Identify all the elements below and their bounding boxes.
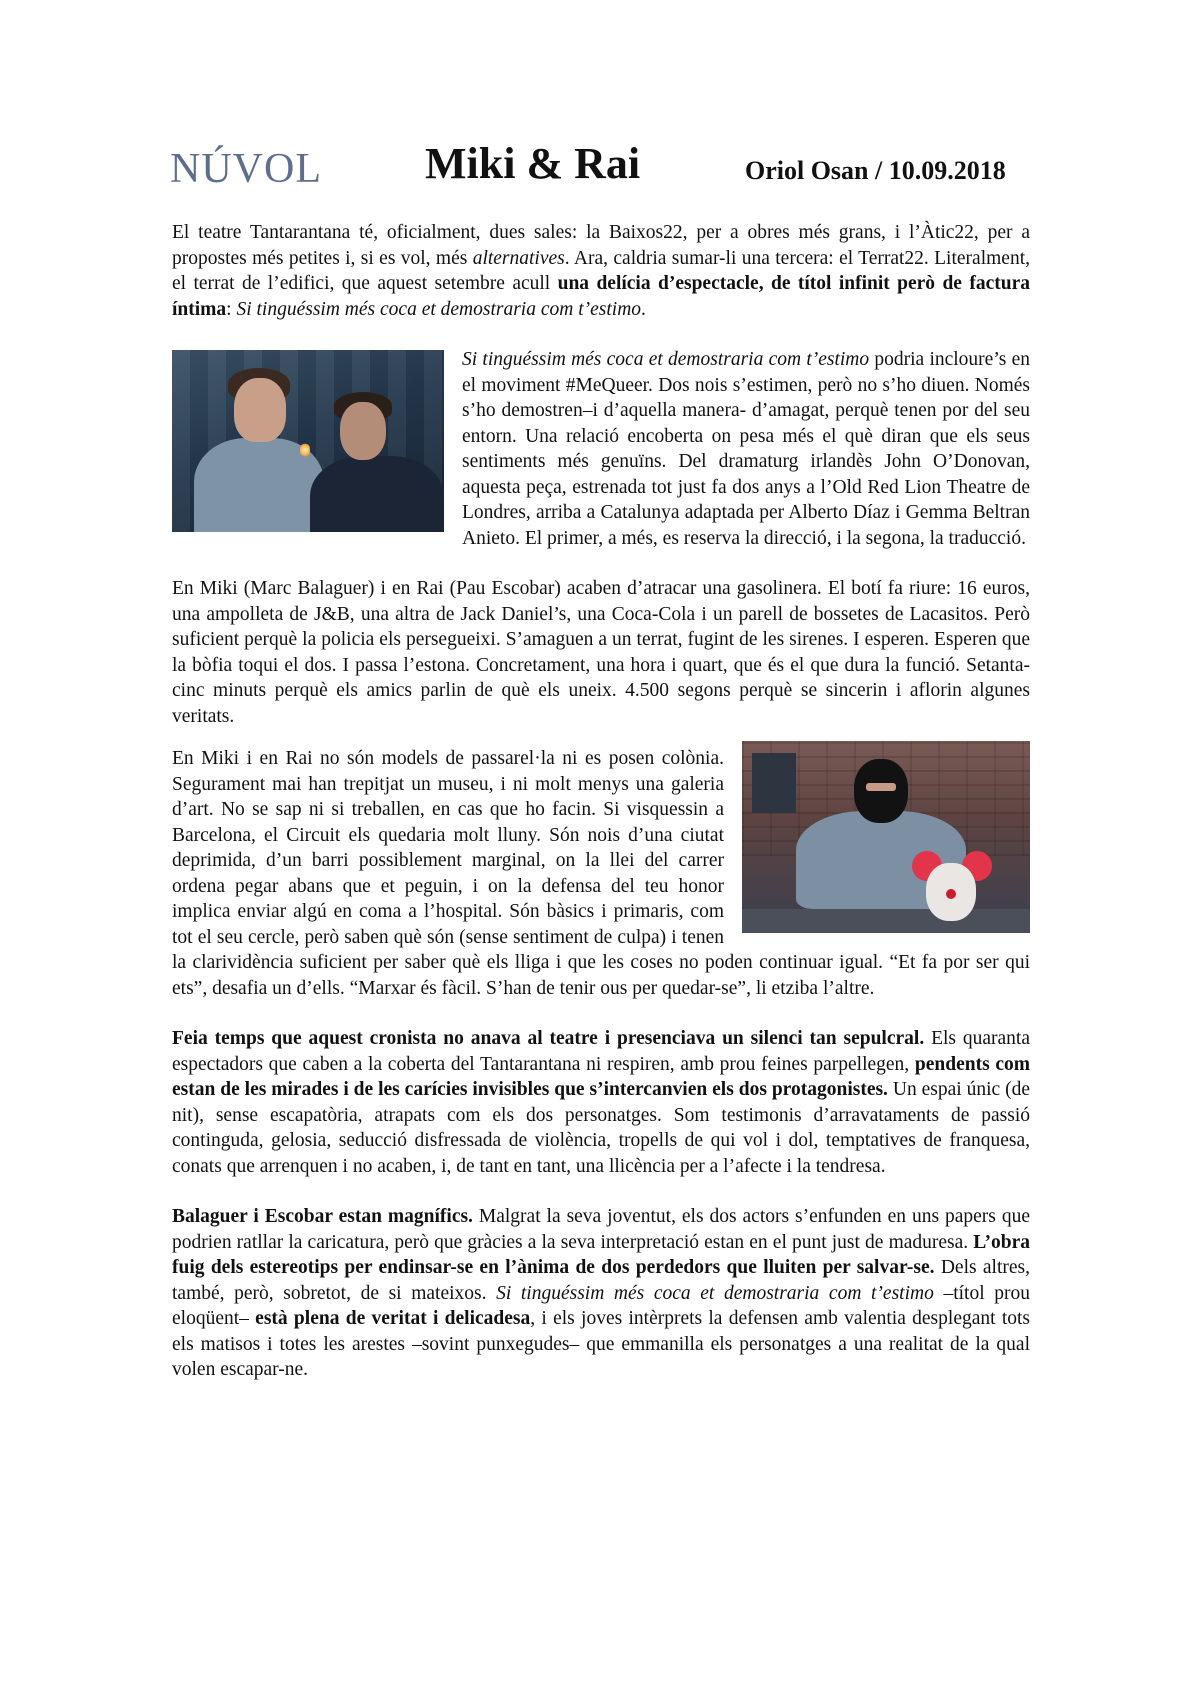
text-bold: una delícia d’espectacle, de títol infinit però de factura íntima bbox=[172, 273, 1030, 320]
text-run: Els quaranta espectadors que caben a la coberta del Tantarantana ni respiren, amb prou feines parpellegen, bbox=[172, 1028, 1030, 1075]
paragraph-intro bbox=[172, 220, 1030, 322]
nuvol-logo bbox=[170, 148, 322, 190]
article-body bbox=[172, 220, 1030, 1408]
text-run: Malgrat la seva joventut, els dos actors s’enfunden en uns papers que podrien ratllar la caricatura, però que gràcies a la seva interpretació estan en el punt just de maduresa. bbox=[172, 1206, 1030, 1253]
logo-text: NÚVOL bbox=[170, 146, 322, 192]
photo-two-actors-image bbox=[172, 350, 444, 532]
text-italic: Si tinguéssim més coca et demostraria com t’estimo bbox=[496, 1282, 934, 1304]
text-run: . bbox=[641, 298, 646, 320]
text-bold: està plena de veritat i delicadesa bbox=[255, 1308, 531, 1329]
article-title: Miki & Rai bbox=[425, 139, 641, 188]
text-run: Dels altres, també, però, sobretot, de si mateixos. bbox=[172, 1257, 1030, 1304]
text-bold: Balaguer i Escobar estan magnífics. bbox=[172, 1206, 473, 1227]
author-date: Oriol Osan / 10.09.2018 bbox=[745, 156, 1006, 185]
photo-icon bbox=[172, 350, 444, 532]
text-italic: Si tinguéssim més coca et demostraria com t’estimo bbox=[236, 298, 642, 320]
text-bold: Feia temps que aquest cronista no anava al teatre i presenciava un silenci tan sepulcral. bbox=[172, 1028, 925, 1049]
paragraph-audience bbox=[172, 1026, 1030, 1179]
paragraph-plot: En Miki (Marc Balaguer) i en Rai (Pau Escobar) acaben d’atracar una gasolinera. El botí fa riure: 16 euros, una ampolleta de J&B, una altra de Jack Daniel’s, una Coca-Cola i un parell de bossetes de Lacasitos. Però suficient perquè la policia els persegueixi. S’amaguen a un terrat, fugint de les sirenes. I esperen. Esperen que la bòfia toqui el dos. I passa l’estona. Concretament, una hora i quart, que és el que dura la funció. Setanta-cinc minuts perquè els amics parlin de què els uneix. 4.500 segons perquè se sincerin i aflorin algunes veritats. bbox=[172, 578, 1030, 727]
text-italic: alternatives bbox=[472, 247, 565, 269]
photo-icon bbox=[742, 741, 1030, 933]
text-bold: L’obra fuig dels estereotips per endinsar-se en l’ànima de dos perdedors que lluiten per salvar-se. bbox=[172, 1231, 1030, 1278]
paragraph-characters: En Miki i en Rai no són models de passarel·la ni es posen colònia. Segurament mai han trepitjat un museu, i ni molt menys una galeria d’art. No se sap ni si treballen, en cas que ho facin. Si visquessin a Barcelona, el Circuit els quedaria molt lluny. Són nois d’una ciutat deprimida, d’un barri possiblement marginal, on la llei del carrer ordena pegar abans que et peguin, i on la defensa del teu honor implica enviar algú en coma a l’hospital. Són bàsics i primaris, com tot el seu cercle, però saben què són (sense sentiment de culpa) i tenen la clarividència suficient per saber què els lliga i que les coses no poden continuar igual. “Et fa por ser qui ets”, desafia un d’ells. “Marxar és fàcil. S’han de tenir ous per quedar-se”, li etziba l’altre. bbox=[172, 748, 1030, 999]
photo-masked-scene-image bbox=[742, 741, 1030, 933]
text-run: Un espai únic (de nit), sense escapatòria, atrapats com els dos personatges. Som testimonis d’arravataments de passió continguda, gelosia, seducció disfressada de violència, tropells de qui vol i dol, temptatives de franquesa, conats que arrenquen i no acaben, i, de tant en tant, una llicència per a l’afecte i la tendresa. bbox=[172, 1079, 1030, 1177]
text-italic: Si tinguéssim més coca et demostraria com t’estimo bbox=[462, 349, 870, 370]
text-run: –títol prou eloqüent– bbox=[172, 1282, 1030, 1329]
text-run: . Ara, caldria sumar-li una tercera: el Terrat22. Literalment, el terrat de l’edifici, que aquest setembre acull bbox=[172, 247, 1030, 294]
text-run: : bbox=[226, 298, 237, 320]
text-run: podria incloure’s en el moviment #MeQueer. Dos nois s’estimen, però no s’ho diuen. Només s’ho demostren–i d’aquella manera- d’amagat, perquè tenen por del seu entorn. Una relació encoberta on pesa més el què diran que els seus sentiments més genuïns. Del dramaturg irlandès John O’Donovan, aquesta peça, estrenada tot just fa dos anys a l’Old Red Lion Theatre de Londres, arriba a Catalunya adaptada per Alberto Díaz i Gemma Beltran Anieto. El primer, a més, es reserva la direcció, i la segona, la traducció. bbox=[462, 349, 1030, 549]
text-run: El teatre Tantarantana té, oficialment, dues sales: la Baixos22, per a obres més grans, i l’Àtic22, per a propostes més petites i, si es vol, més bbox=[172, 222, 1030, 269]
paragraph-actors bbox=[172, 1204, 1030, 1383]
text-run: , i els joves intèrprets la defensen amb valentia desplegant tots els matisos i totes les arestes –sovint punxegudes– que emmanilla els personatges a una realitat de la qual volen escapar-ne. bbox=[172, 1308, 1030, 1380]
text-bold: pendents com estan de les mirades i de les carícies invisibles que s’intercanvien els dos protagonistes. bbox=[172, 1053, 1031, 1100]
